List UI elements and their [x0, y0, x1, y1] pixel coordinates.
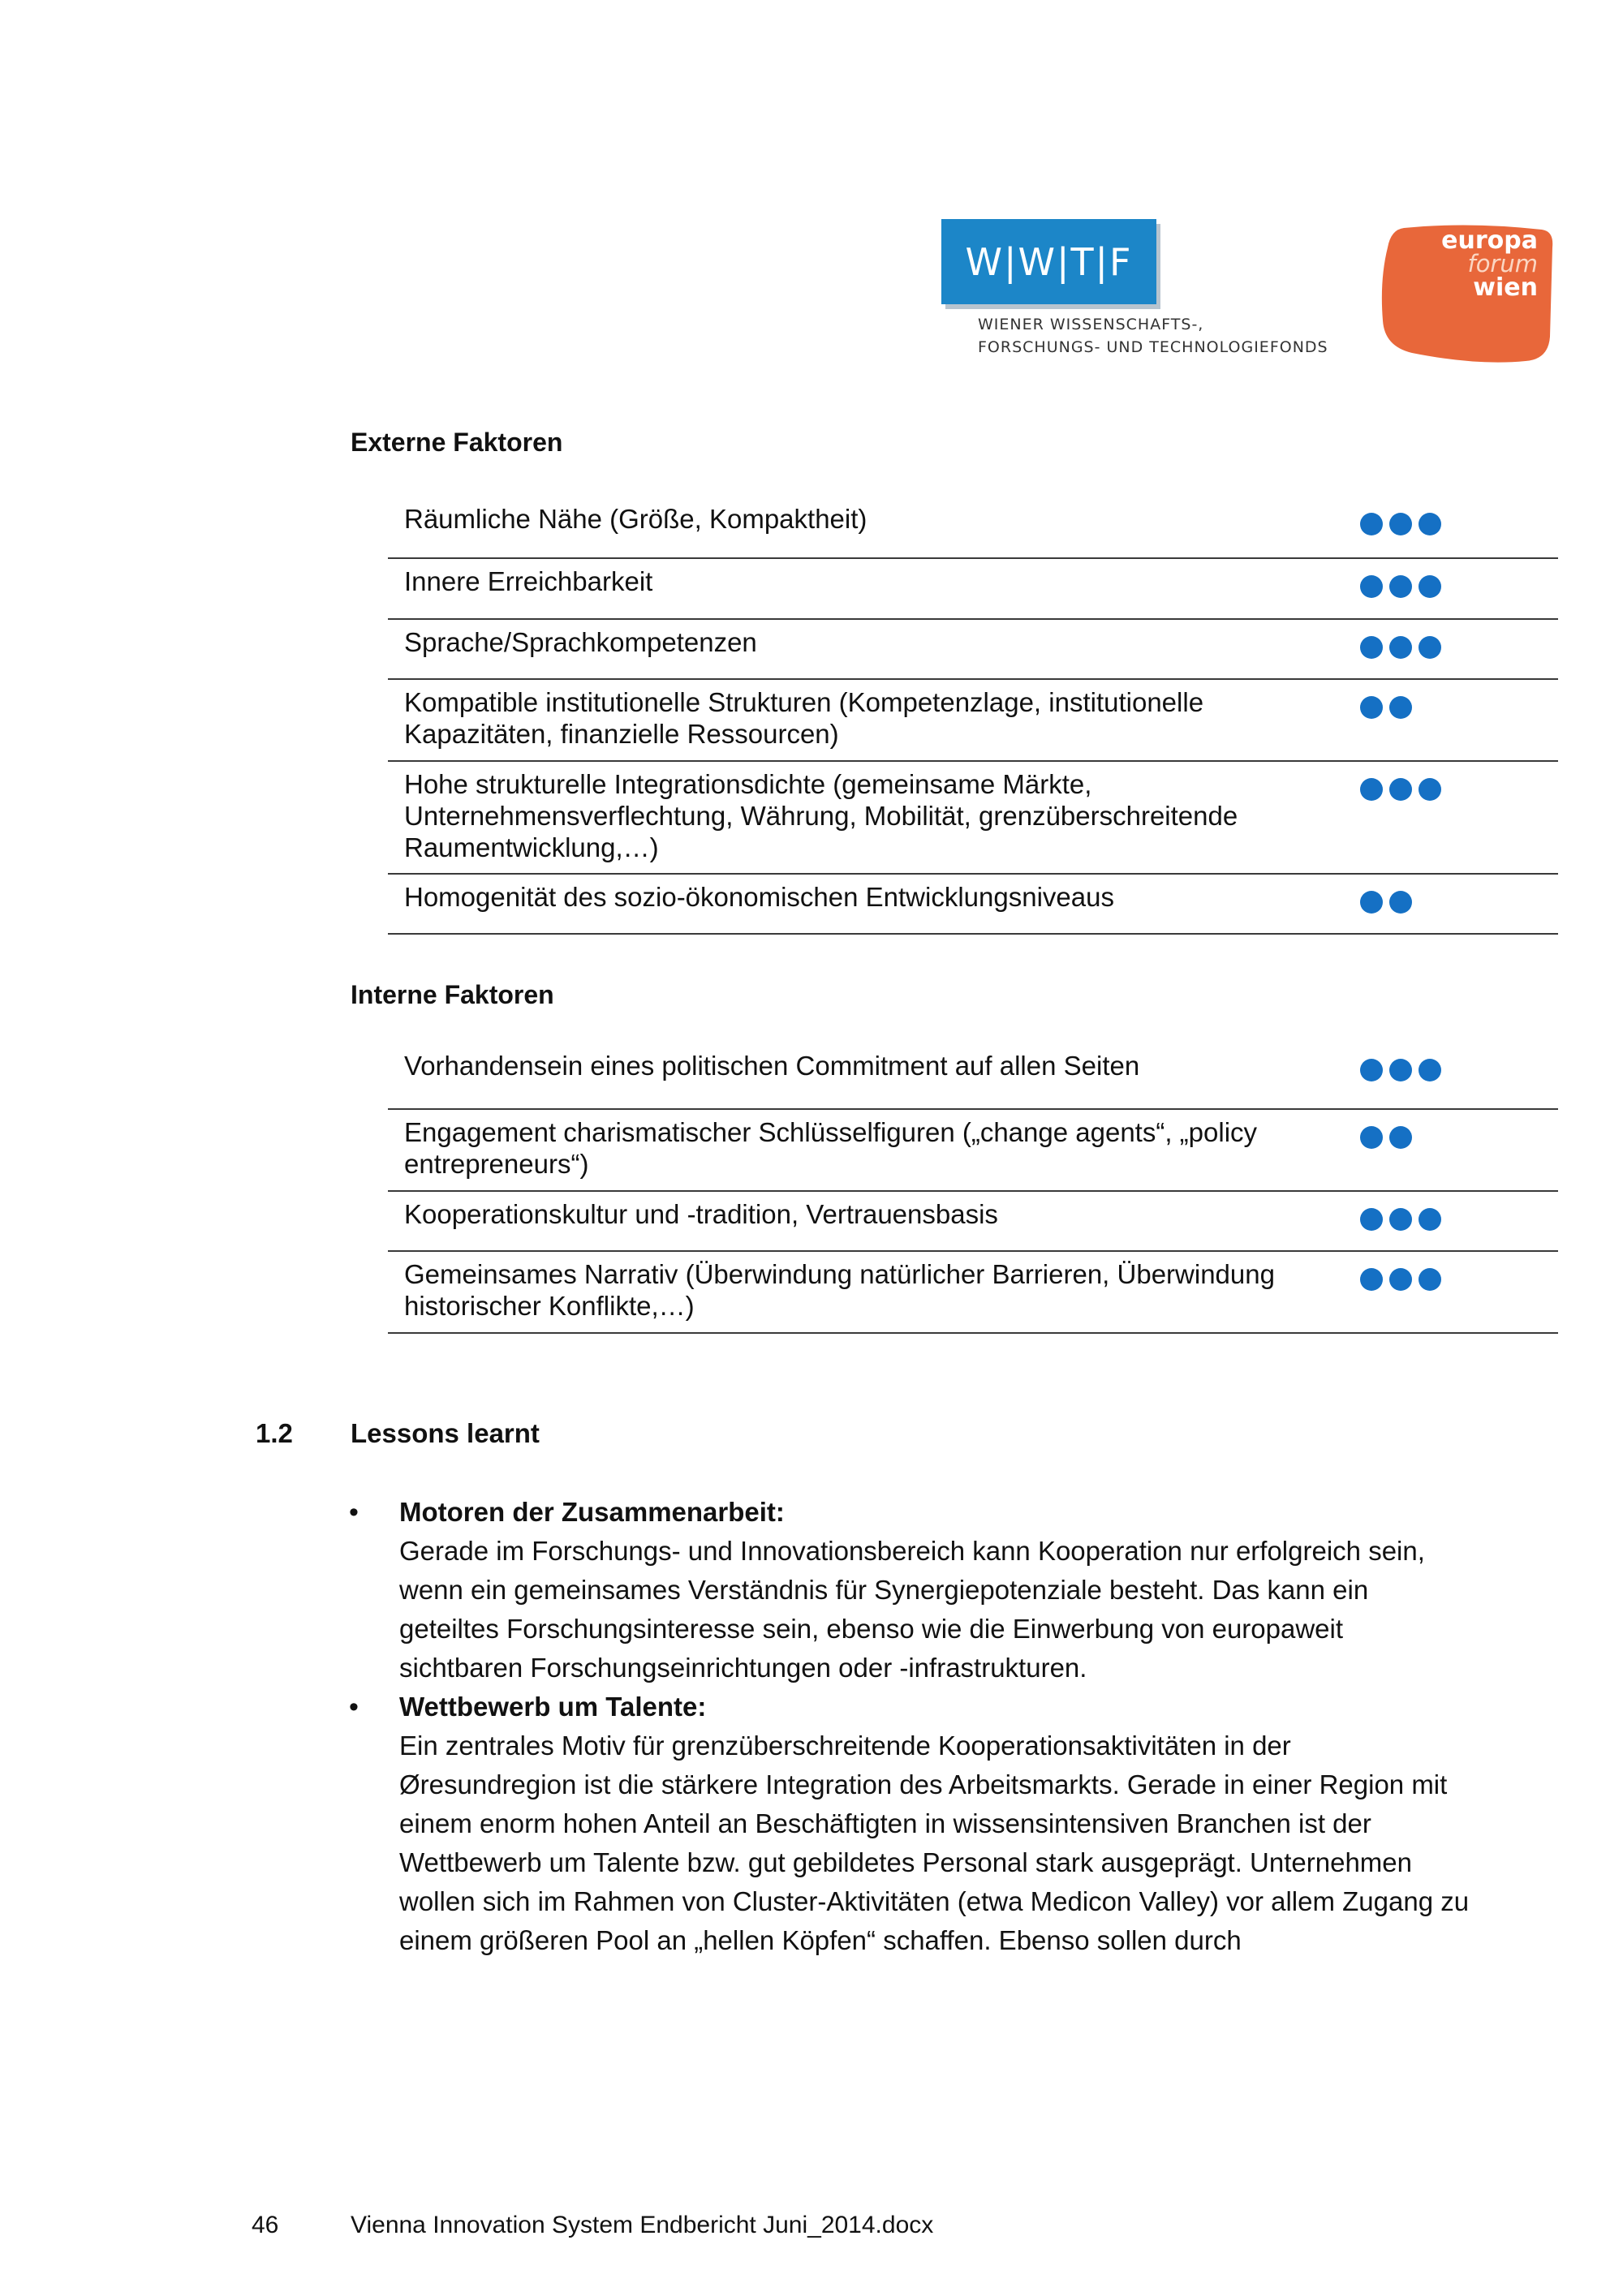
- factor-rating: [1360, 891, 1419, 915]
- wwtf-logo-subtitle: [978, 313, 1367, 359]
- factor-text: Innere Erreichbarkeit: [404, 566, 653, 596]
- rating-dot: [1419, 778, 1441, 801]
- rating-dot: [1389, 696, 1412, 719]
- factor-row: [388, 875, 1558, 935]
- factor-text: Engagement charismatischer Schlüsselfiguren („change agents“, „policy entrepreneurs“): [404, 1117, 1258, 1179]
- rating-dot: [1389, 1208, 1412, 1231]
- factor-text: Homogenität des sozio-ökonomischen Entwicklungsniveaus: [404, 882, 1114, 912]
- factor-rating: [1360, 513, 1448, 537]
- rating-dot: [1389, 778, 1412, 801]
- section-title: Lessons learnt: [351, 1418, 540, 1448]
- rating-dot: [1360, 778, 1383, 801]
- factor-rating: [1360, 575, 1448, 600]
- rating-dot: [1389, 1059, 1412, 1081]
- europa-logo-line: forum: [1467, 250, 1538, 277]
- factor-text: Kompatible institutionelle Strukturen (Kompetenzlage, institutionelle Kapazitäten, finanzielle Ressourcen): [404, 687, 1204, 749]
- rating-dot: [1419, 1268, 1441, 1291]
- external-factors-heading: Externe Faktoren: [351, 428, 563, 457]
- factor-row: [388, 620, 1558, 680]
- bullet-line: wollen sich im Rahmen von Cluster-Aktivitäten (etwa Medicon Valley) vor allem Zugang zu: [399, 1886, 1470, 1916]
- factor-rating: [1360, 636, 1448, 660]
- europa-logo-line: wien: [1473, 273, 1538, 302]
- bullet-item: [399, 1493, 1560, 1688]
- europa-logo-line: europa: [1441, 226, 1538, 255]
- external-factors-table: [388, 497, 1558, 935]
- factor-text: Räumliche Nähe (Größe, Kompaktheit): [404, 504, 867, 534]
- factor-rating: [1360, 778, 1448, 802]
- rating-dot: [1389, 636, 1412, 659]
- factor-rating: [1360, 1208, 1448, 1232]
- factor-rating: [1360, 696, 1419, 720]
- factor-row: [388, 680, 1558, 762]
- factor-row: [388, 1192, 1558, 1252]
- factor-row: [388, 762, 1558, 875]
- bullet-line: einem größeren Pool an „hellen Köpfen“ schaffen. Ebenso sollen durch: [399, 1925, 1242, 1955]
- factor-text: Hohe strukturelle Integrationsdichte (gemeinsame Märkte, Unternehmensverflechtung, Währung, Mobilität, grenzüberschreitende Raumentwicklung,…): [404, 769, 1238, 862]
- bullet-line: wenn ein gemeinsames Verständnis für Synergiepotenziale besteht. Das kann ein: [399, 1575, 1369, 1605]
- factor-rating: [1360, 1059, 1448, 1083]
- bullet-line: Gerade im Forschungs- und Innovationsbereich kann Kooperation nur erfolgreich sein,: [399, 1536, 1425, 1566]
- rating-dot: [1360, 696, 1383, 719]
- rating-dot: [1389, 575, 1412, 598]
- rating-dot: [1389, 891, 1412, 914]
- factor-rating: [1360, 1126, 1419, 1150]
- rating-dot: [1419, 575, 1441, 598]
- bullet-line: Wettbewerb um Talente bzw. gut gebildetes Personal stark ausgeprägt. Unternehmen: [399, 1847, 1413, 1877]
- rating-dot: [1360, 1126, 1383, 1149]
- rating-dot: [1360, 513, 1383, 535]
- bullet-dot: •: [349, 1497, 359, 1528]
- bullet-line: Ein zentrales Motiv für grenzüberschreitende Kooperationsaktivitäten in der: [399, 1731, 1291, 1761]
- rating-dot: [1389, 1126, 1412, 1149]
- rating-dot: [1419, 1059, 1441, 1081]
- bullet-line: Øresundregion ist die stärkere Integration des Arbeitsmarkts. Gerade in einer Region mit: [399, 1769, 1448, 1799]
- wwtf-subtitle-line: FORSCHUNGS- UND TECHNOLOGIEFONDS: [978, 338, 1328, 356]
- rating-dot: [1360, 575, 1383, 598]
- factor-rating: [1360, 1268, 1448, 1292]
- rating-dot: [1360, 1059, 1383, 1081]
- section-number: 1.2: [256, 1418, 293, 1448]
- bullet-line: geteiltes Forschungsinteresse sein, ebenso wie die Einwerbung von europaweit: [399, 1614, 1344, 1644]
- internal-factors-table: [388, 1039, 1558, 1334]
- factor-row: [388, 497, 1558, 559]
- rating-dot: [1419, 1208, 1441, 1231]
- factor-text: Gemeinsames Narrativ (Überwindung natürlicher Barrieren, Überwindung historischer Konflikte,…): [404, 1259, 1275, 1321]
- wwtf-logo-mark: W|W|T|F: [965, 239, 1133, 284]
- internal-factors-heading: Interne Faktoren: [351, 980, 554, 1009]
- wwtf-subtitle-line: WIENER WISSENSCHAFTS-,: [978, 316, 1204, 333]
- rating-dot: [1360, 891, 1383, 914]
- bullet-dot: •: [349, 1692, 359, 1722]
- rating-dot: [1360, 1208, 1383, 1231]
- bullet-title: Wettbewerb um Talente:: [399, 1692, 707, 1722]
- bullet-item: [399, 1688, 1560, 1960]
- rating-dot: [1389, 1268, 1412, 1291]
- factor-row: [388, 1252, 1558, 1334]
- rating-dot: [1419, 636, 1441, 659]
- rating-dot: [1389, 513, 1412, 535]
- rating-dot: [1360, 1268, 1383, 1291]
- rating-dot: [1419, 513, 1441, 535]
- factor-text: Kooperationskultur und -tradition, Vertrauensbasis: [404, 1199, 998, 1229]
- factor-text: Sprache/Sprachkompetenzen: [404, 627, 757, 657]
- factor-row: [388, 559, 1558, 620]
- bullet-line: sichtbaren Forschungseinrichtungen oder -infrastrukturen.: [399, 1653, 1087, 1683]
- factor-row: [388, 1110, 1558, 1192]
- footer-page-number: 46: [252, 2212, 279, 2238]
- bullet-title: Motoren der Zusammenarbeit:: [399, 1497, 785, 1527]
- wwtf-logo: [941, 219, 1156, 304]
- rating-dot: [1360, 636, 1383, 659]
- factor-text: Vorhandensein eines politischen Commitment auf allen Seiten: [404, 1051, 1140, 1081]
- factor-row: [388, 1039, 1558, 1110]
- europa-forum-wien-text: [1416, 226, 1538, 302]
- footer-document-name: Vienna Innovation System Endbericht Juni_2014.docx: [351, 2212, 934, 2238]
- bullet-line: einem enorm hohen Anteil an Beschäftigten in wissensintensiven Branchen ist der: [399, 1808, 1371, 1838]
